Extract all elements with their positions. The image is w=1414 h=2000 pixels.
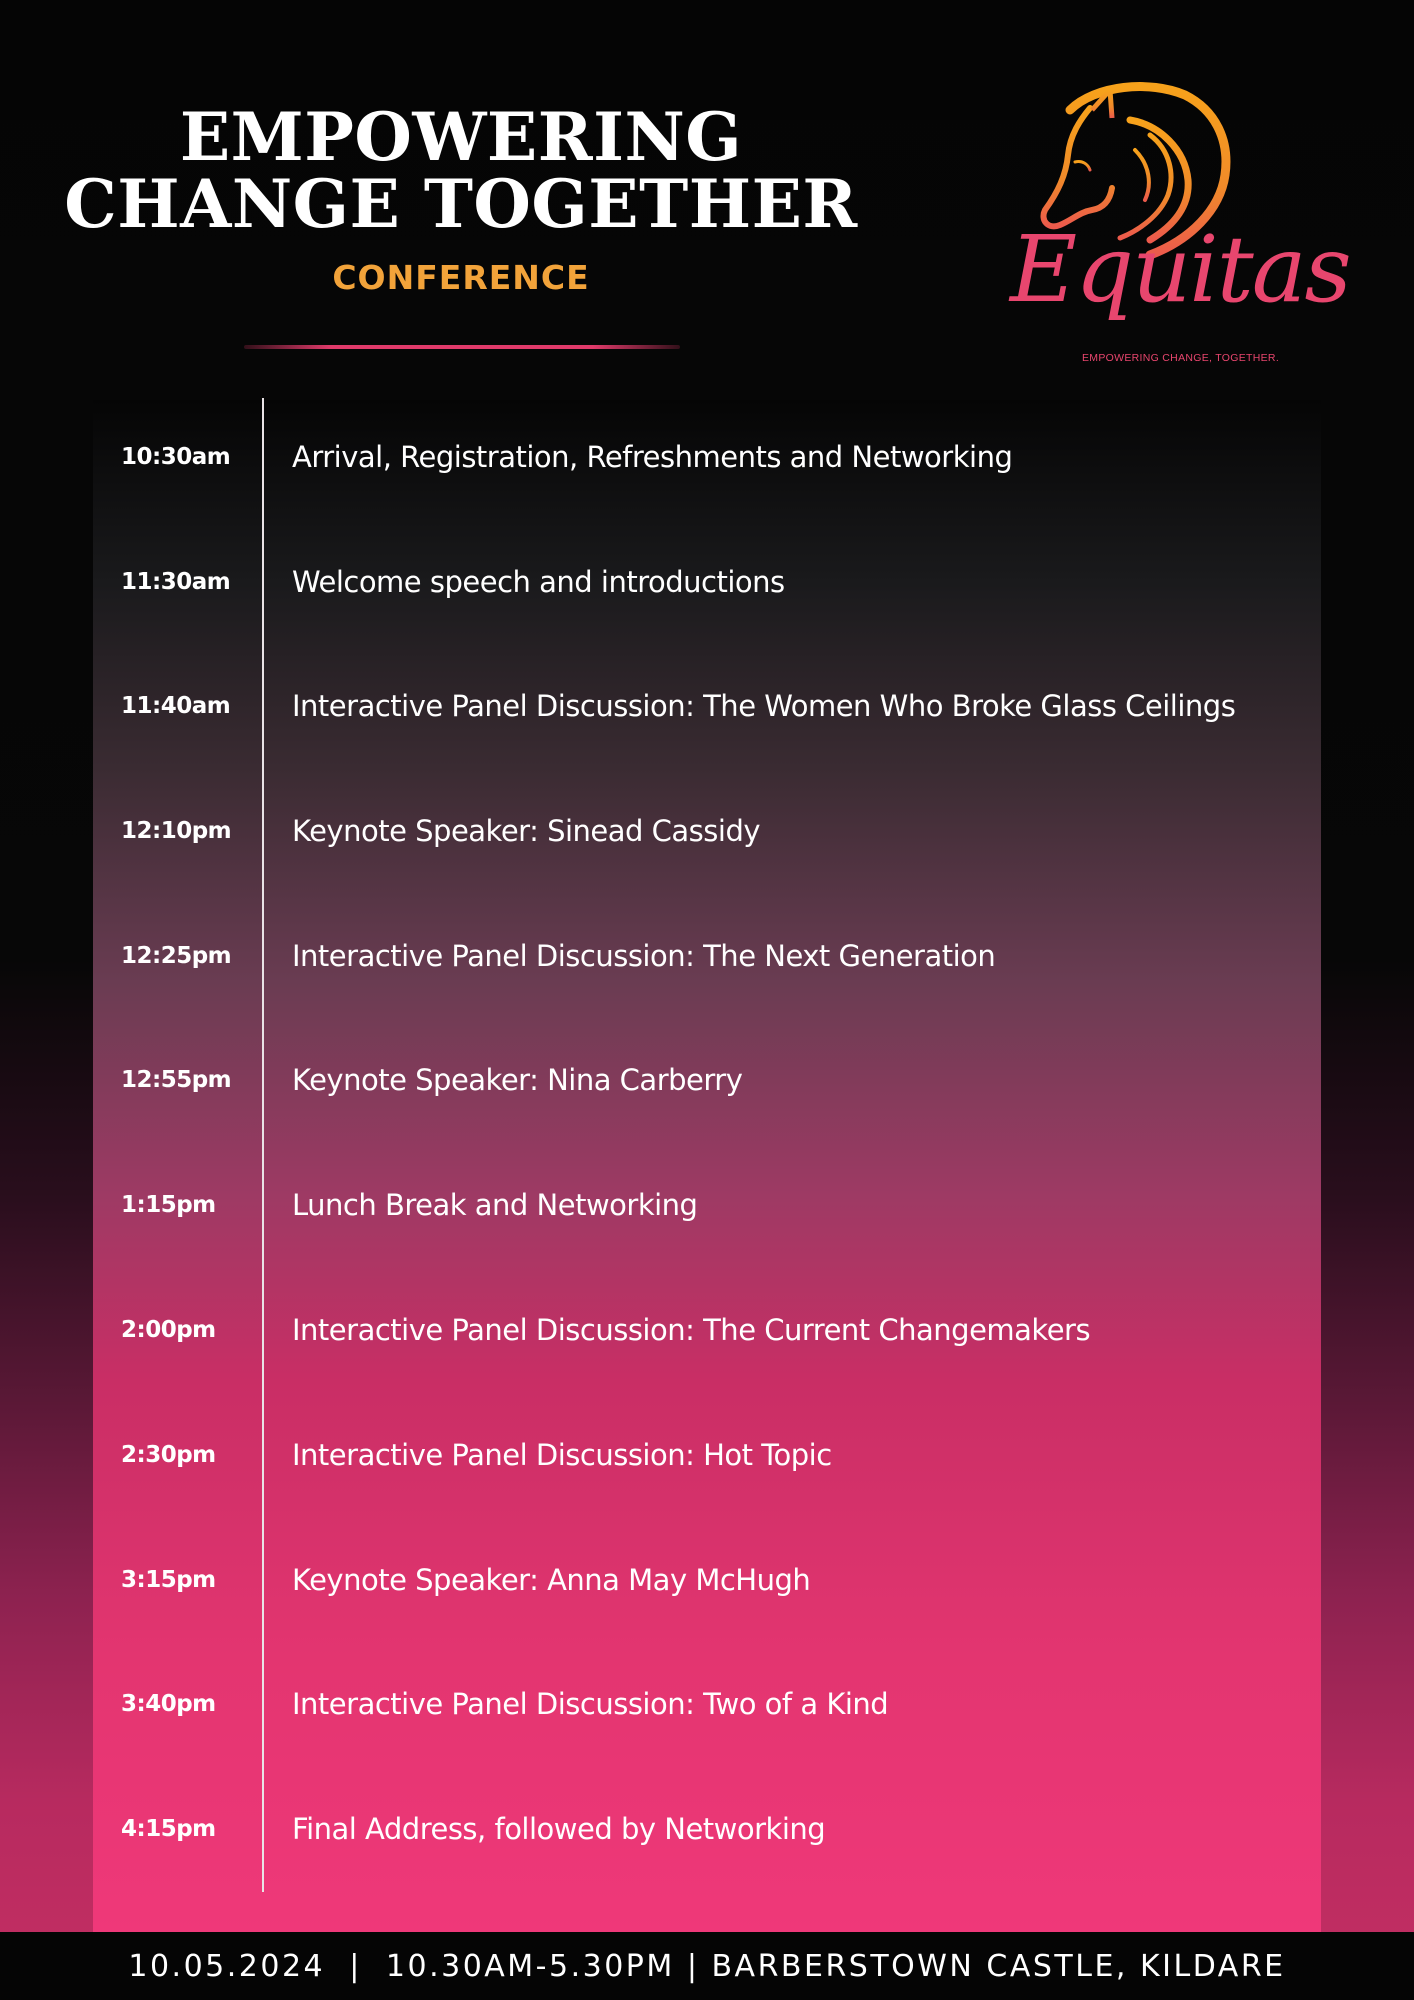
footer-bar <box>0 1932 1414 2000</box>
schedule-row <box>0 811 1414 851</box>
schedule-event: Keynote Speaker: Sinead Cassidy <box>292 814 761 848</box>
schedule-time: 10:30am <box>121 444 231 470</box>
title-line-1: EMPOWERING <box>179 98 743 176</box>
schedule-event: Keynote Speaker: Anna May McHugh <box>292 1563 811 1597</box>
schedule-row <box>0 686 1414 726</box>
schedule-time: 1:15pm <box>121 1192 216 1218</box>
schedule-row <box>0 1560 1414 1600</box>
schedule-event: Interactive Panel Discussion: The Current Changemakers <box>292 1313 1091 1347</box>
schedule-time: 3:15pm <box>121 1567 216 1593</box>
schedule-event: Interactive Panel Discussion: Two of a Kind <box>292 1687 889 1721</box>
schedule-row <box>0 936 1414 976</box>
schedule-time: 12:55pm <box>121 1067 232 1093</box>
schedule-time: 11:40am <box>121 693 231 719</box>
schedule-event: Keynote Speaker: Nina Carberry <box>292 1063 743 1097</box>
event-details: 10.05.2024 | 10.30AM-5.30PM | BARBERSTOWN CASTLE, KILDARE <box>128 1948 1286 1984</box>
schedule-event: Arrival, Registration, Refreshments and Networking <box>292 440 1013 474</box>
schedule-time: 2:00pm <box>121 1317 216 1343</box>
schedule-event: Interactive Panel Discussion: The Next Generation <box>292 939 996 973</box>
schedule-row <box>0 1809 1414 1849</box>
schedule-row <box>0 1310 1414 1350</box>
schedule-row <box>0 562 1414 602</box>
logo-brand-name: Equitas <box>1010 216 1350 323</box>
schedule-event: Lunch Break and Networking <box>292 1188 698 1222</box>
schedule-event: Welcome speech and introductions <box>292 565 785 599</box>
schedule-time: 12:10pm <box>121 818 232 844</box>
schedule-time: 3:40pm <box>121 1691 216 1717</box>
schedule-event: Final Address, followed by Networking <box>292 1812 826 1846</box>
page-subtitle: CONFERENCE <box>332 258 590 297</box>
schedule-row <box>0 1060 1414 1100</box>
schedule-row <box>0 1684 1414 1724</box>
logo-tagline: EMPOWERING CHANGE, TOGETHER. <box>1082 352 1280 364</box>
schedule-time: 4:15pm <box>121 1816 216 1842</box>
schedule-row <box>0 437 1414 477</box>
schedule-time: 2:30pm <box>121 1442 216 1468</box>
schedule-row <box>0 1435 1414 1475</box>
schedule-time: 12:25pm <box>121 943 232 969</box>
schedule-row <box>0 1185 1414 1225</box>
schedule-time: 11:30am <box>121 569 231 595</box>
schedule-event: Interactive Panel Discussion: The Women Who Broke Glass Ceilings <box>292 689 1236 723</box>
title-line-2: CHANGE TOGETHER <box>64 165 858 243</box>
schedule-event: Interactive Panel Discussion: Hot Topic <box>292 1438 832 1472</box>
